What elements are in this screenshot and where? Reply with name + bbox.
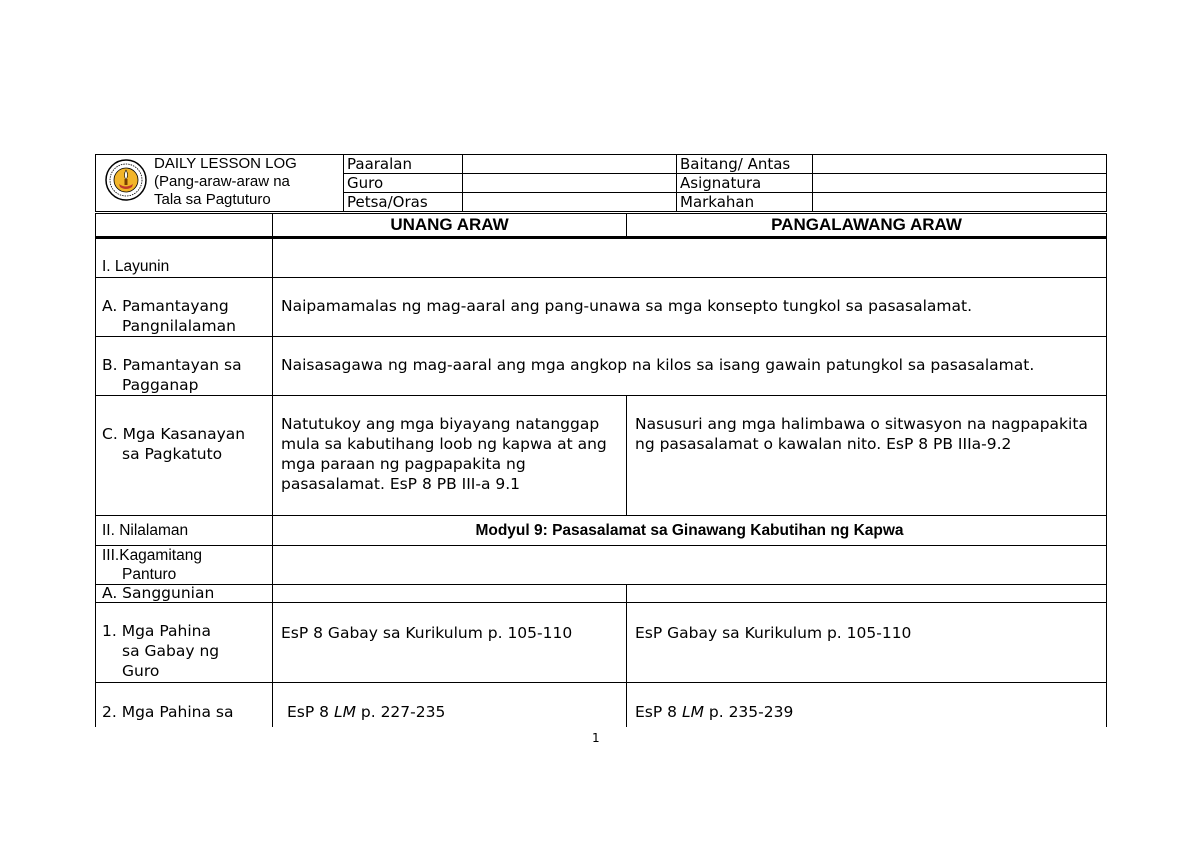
pamantayan-pagganap-label-a: B. Pamantayan sa — [102, 356, 242, 374]
nilalaman-modyul-title: Modyul 9: Pasasalamat sa Ginawang Kabutihan ng Kapwa — [273, 516, 1107, 546]
kagamitan-content[interactable] — [273, 546, 1107, 585]
header-title-cell — [96, 155, 344, 212]
pahina-lm-day2-post: p. 235-239 — [703, 703, 794, 721]
sanggunian-day1[interactable] — [273, 585, 627, 603]
pahina-lm-day1-pre: EsP 8 — [287, 703, 334, 721]
nilalaman-label: II. Nilalaman — [96, 516, 273, 546]
pahina-lm-day1-post: p. 227-235 — [355, 703, 446, 721]
guro-field[interactable] — [463, 174, 677, 193]
pamantayang-pangnilalaman-text[interactable]: Naipamamalas ng mag-aaral ang pang-unawa sa mga konsepto tungkol sa pasasalamat. — [273, 278, 1107, 337]
pamantayang-pangnilalaman-label-b: Pangnilalaman — [122, 317, 236, 335]
sanggunian-row — [96, 585, 1107, 603]
header-title-line-3: Tala sa Pagtuturo — [154, 191, 271, 208]
guro-label: Guro — [344, 174, 463, 193]
paaralan-field[interactable] — [463, 155, 677, 174]
asignatura-label: Asignatura — [677, 174, 813, 193]
day1-heading: UNANG ARAW — [273, 214, 627, 238]
layunin-content[interactable] — [273, 238, 1107, 278]
gabay-guro-day1[interactable]: EsP 8 Gabay sa Kurikulum p. 105-110 — [273, 603, 627, 683]
pamantayan-pagganap-row — [96, 337, 1107, 396]
sanggunian-label: A. Sanggunian — [96, 585, 273, 603]
header-title-line-1: DAILY LESSON LOG — [154, 155, 297, 172]
layunin-row — [96, 238, 1107, 278]
asignatura-field[interactable] — [813, 174, 1107, 193]
days-row — [96, 214, 1107, 238]
pahina-lm-day2-lm: LM — [681, 703, 704, 721]
gabay-guro-row — [96, 603, 1107, 683]
pamantayang-pangnilalaman-row — [96, 278, 1107, 337]
pamantayan-pagganap-label-b: Pagganap — [122, 376, 199, 394]
header-title-line-2: (Pang-araw-araw na — [154, 173, 290, 190]
kasanayan-day2[interactable]: Nasusuri ang mga halimbawa o sitwasyon na nagpapakita ng pasasalamat o kawalan nito. EsP 8 PB IIIa-9.2 — [627, 396, 1107, 516]
day2-heading: PANGALAWANG ARAW — [627, 214, 1107, 238]
gabay-guro-label-c: Guro — [122, 662, 160, 680]
petsa-label: Petsa/Oras — [344, 193, 463, 212]
kagamitan-label-a: III.Kagamitang — [102, 547, 202, 564]
baitang-field[interactable] — [813, 155, 1107, 174]
nilalaman-row — [96, 516, 1107, 546]
kagamitan-row — [96, 546, 1107, 585]
kagamitan-label-b: Panturo — [122, 566, 177, 583]
pamantayan-pagganap-label — [96, 337, 273, 396]
baitang-label: Baitang/ Antas — [677, 155, 813, 174]
markahan-label: Markahan — [677, 193, 813, 212]
kasanayan-row — [96, 396, 1107, 516]
kagamitan-label — [96, 546, 273, 585]
layunin-label: I. Layunin — [96, 238, 273, 278]
header-table — [95, 154, 1107, 212]
lesson-table — [95, 213, 1107, 727]
gabay-guro-label-b: sa Gabay ng — [122, 642, 220, 660]
pamantayang-pangnilalaman-label-a: A. Pamantayang — [102, 297, 229, 315]
kasanayan-label-b: sa Pagkatuto — [122, 445, 223, 463]
kasanayan-label — [96, 396, 273, 516]
pahina-lm-row — [96, 683, 1107, 727]
pamantayang-pangnilalaman-label — [96, 278, 273, 337]
gabay-guro-day2[interactable]: EsP Gabay sa Kurikulum p. 105-110 — [627, 603, 1107, 683]
gabay-guro-label — [96, 603, 273, 683]
deped-seal-icon — [104, 158, 148, 202]
pahina-lm-day2[interactable] — [627, 683, 1107, 727]
petsa-field[interactable] — [463, 193, 677, 212]
pahina-lm-day1[interactable] — [273, 683, 627, 727]
sanggunian-day2[interactable] — [627, 585, 1107, 603]
pahina-lm-day2-pre: EsP 8 — [635, 703, 682, 721]
kasanayan-label-a: C. Mga Kasanayan — [102, 425, 246, 443]
days-corner-cell — [96, 214, 273, 238]
gabay-guro-label-a: 1. Mga Pahina — [102, 622, 211, 640]
page-number: 1 — [592, 731, 600, 745]
pahina-lm-day1-lm: LM — [333, 703, 356, 721]
pahina-lm-label: 2. Mga Pahina sa — [96, 683, 273, 727]
paaralan-label: Paaralan — [344, 155, 463, 174]
markahan-field[interactable] — [813, 193, 1107, 212]
kasanayan-day1[interactable]: Natutukoy ang mga biyayang natanggap mula sa kabutihang loob ng kapwa at ang mga paraan ng pagpapakita ng pasasalamat. EsP 8 PB III-a 9.1 — [273, 396, 627, 516]
pamantayan-pagganap-text[interactable]: Naisasagawa ng mag-aaral ang mga angkop na kilos sa isang gawain patungkol sa pasasalamat. — [273, 337, 1107, 396]
